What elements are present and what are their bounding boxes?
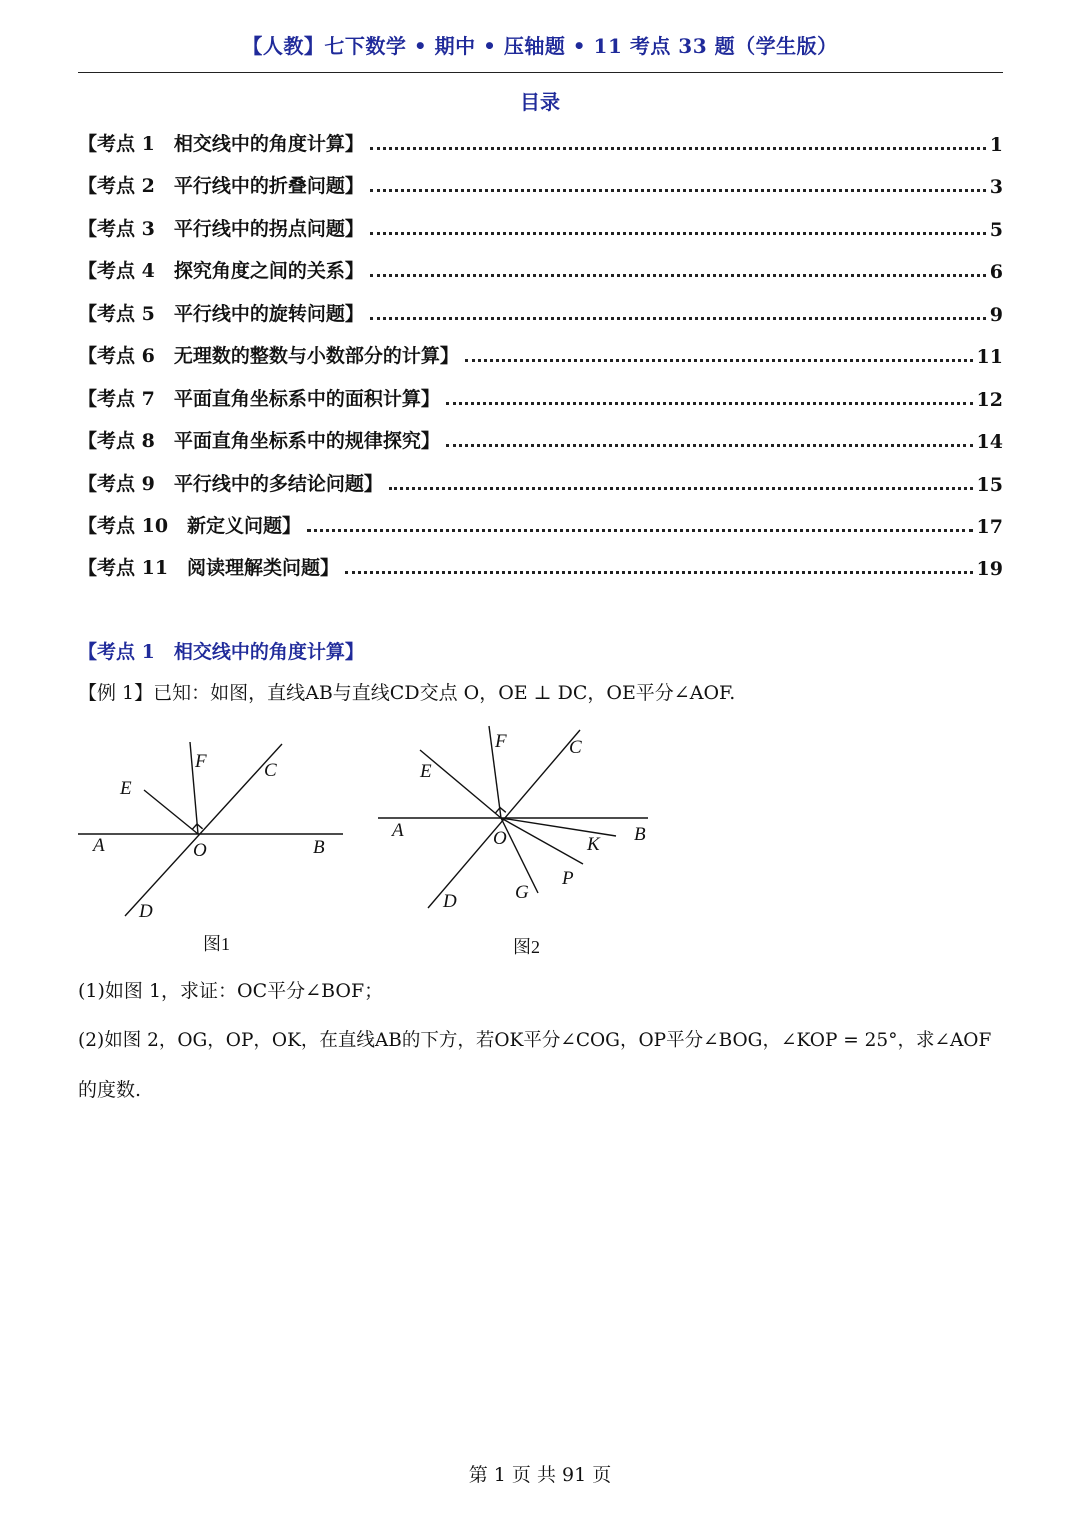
toc-item-page: 14 [976, 431, 1003, 453]
fig1-label-e: E [120, 778, 132, 799]
toc-item-page: 5 [989, 219, 1003, 241]
toc-item-label: 【考点 4 探究角度之间的关系】 [78, 260, 364, 282]
toc-item-page: 19 [976, 558, 1003, 580]
fig2-label-c: C [569, 737, 582, 758]
toc-item-label: 【考点 3 平行线中的拐点问题】 [78, 218, 364, 240]
fig2-ray-oe [420, 750, 501, 818]
toc-item-page: 17 [976, 516, 1003, 538]
toc-item-page: 9 [989, 304, 1003, 326]
fig1-label-o: O [193, 840, 207, 861]
toc-item-page: 6 [989, 261, 1003, 283]
toc-item-label: 【考点 11 阅读理解类问题】 [78, 557, 340, 579]
toc-item-label: 【考点 10 新定义问题】 [78, 515, 302, 537]
fig1-label-c: C [264, 760, 277, 781]
fig2-label-k: K [587, 834, 600, 855]
toc-item-label: 【考点 1 相交线中的角度计算】 [78, 133, 364, 155]
fig1-ray-oe [144, 790, 198, 834]
fig2-label-b: B [634, 824, 646, 845]
toc-item-page: 3 [989, 176, 1003, 198]
fig1-label-a: A [93, 835, 105, 856]
fig2-label-d: D [443, 891, 457, 912]
header-title: 【人教】七下数学 • 期中 • 压轴题 • 11 考点 33 题（学生版） [242, 34, 838, 58]
toc-item-page: 11 [976, 346, 1003, 368]
toc-item-label: 【考点 9 平行线中的多结论问题】 [78, 473, 383, 495]
fig1-caption: 图1 [203, 934, 230, 954]
fig2-label-f: F [495, 731, 507, 752]
toc-item-page: 1 [989, 134, 1003, 156]
toc-item-page: 15 [976, 474, 1003, 496]
toc-item-label: 【考点 2 平行线中的折叠问题】 [78, 175, 364, 197]
fig2-label-o: O [493, 828, 507, 849]
section-title: 【考点 1 相交线中的角度计算】 [78, 641, 364, 663]
fig1-label-d: D [139, 901, 153, 922]
toc-item-label: 【考点 6 无理数的整数与小数部分的计算】 [78, 345, 459, 367]
question-2-line-1: (2)如图 2，OG，OP，OK，在直线AB的下方，若OK平分∠COG，OP平分∠BOG，∠KOP = 25°，求∠AOF [78, 1030, 992, 1051]
toc-item-page: 12 [976, 389, 1003, 411]
toc-item-label: 【考点 8 平面直角坐标系中的规律探究】 [78, 430, 440, 452]
fig1-label-b: B [313, 837, 325, 858]
fig2-label-a: A [392, 820, 404, 841]
toc-heading: 目录 [520, 90, 560, 114]
fig2-label-e: E [420, 761, 432, 782]
fig2-label-p: P [562, 868, 574, 889]
page-footer: 第 1 页 共 91 页 [468, 1464, 612, 1486]
example-intro: 【例 1】已知：如图，直线AB与直线CD交点 O，OE ⊥ DC，OE平分∠AOF. [78, 682, 736, 704]
fig2-caption: 图2 [513, 937, 540, 957]
toc-item-label: 【考点 5 平行线中的旋转问题】 [78, 303, 364, 325]
fig2-label-g: G [515, 882, 529, 903]
question-1: (1)如图 1，求证：OC平分∠BOF； [78, 980, 384, 1002]
question-2-line-2: 的度数. [78, 1079, 142, 1101]
toc-item-label: 【考点 7 平面直角坐标系中的面积计算】 [78, 388, 440, 410]
fig1-label-f: F [195, 751, 207, 772]
